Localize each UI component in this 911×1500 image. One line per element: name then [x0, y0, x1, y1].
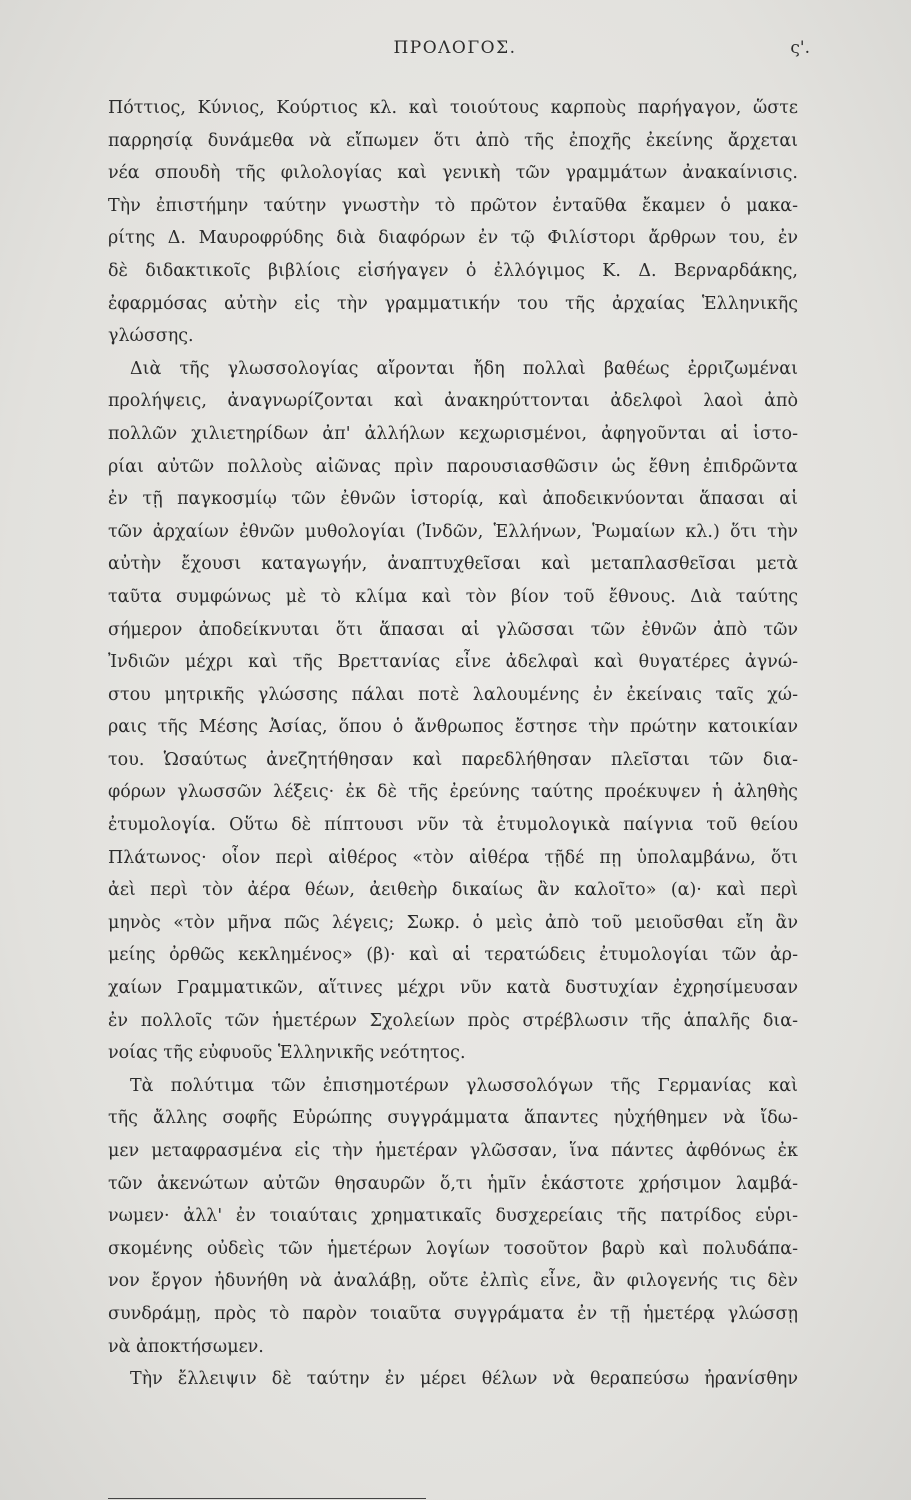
text-line: συνδράμῃ, πρὸς τὸ παρὸν τοιαῦτα συγγράματα ἐν τῇ ἡμετέρᾳ γλώσσῃ: [108, 1303, 798, 1324]
text-line: αὐτὴν ἔχουσι καταγωγήν, ἀναπτυχθεῖσαι καὶ μεταπλασθεῖσαι μετὰ: [108, 554, 798, 575]
text-line: τῆς ἄλλης σοφῆς Εὐρώπης συγγράμματα ἅπαντες ηὐχήθημεν νὰ ἴδω-: [108, 1108, 798, 1129]
text-line: γλώσσης.: [108, 326, 194, 347]
text-line: πολλῶν χιλιετηρίδων ἀπ' ἀλλήλων κεχωρισμένοι, ἀφηγοῦνται αἱ ἱστο-: [108, 423, 798, 444]
page-number: ς'.: [790, 38, 810, 58]
text-line: Πλάτωνος· οἷον περὶ αἰθέρος «τὸν αἰθέρα τῇδέ πῃ ὑπολαμβάνω, ὅτι: [108, 847, 798, 868]
text-line: ταῦτα συμφώνως μὲ τὸ κλίμα καὶ τὸν βίον τοῦ ἔθνους. Διὰ ταύτης: [108, 586, 798, 607]
text-line: σήμερον ἀποδείκνυται ὅτι ἅπασαι αἱ γλῶσσαι τῶν ἐθνῶν ἀπὸ τῶν: [108, 619, 798, 640]
text-line: Πόττιος, Κύνιος, Κούρτιος κλ. καὶ τοιούτους καρποὺς παρήγαγον, ὥστε: [108, 98, 798, 118]
text-line: ἐν τῇ παγκοσμίῳ τῶν ἐθνῶν ἱστορίᾳ, καὶ ἀποδεικνύονται ἅπασαι αἱ: [108, 489, 798, 510]
text-line: ρίτης Δ. Μαυροφρύδης διὰ διαφόρων ἐν τῷ Φιλίστορι ἄρθρων του, ἐν: [108, 228, 798, 249]
text-line: ρίαι αὐτῶν πολλοὺς αἰῶνας πρὶν παρουσιασθῶσιν ὡς ἔθνη ἐπιδρῶντα: [108, 456, 798, 477]
text-line: Τὰ πολύτιμα τῶν ἐπισημοτέρων γλωσσολόγων τῆς Γερμανίας καὶ: [130, 1075, 798, 1096]
text-line: ἐτυμολογία. Οὕτω δὲ πίπτουσι νῦν τὰ ἐτυμολογικὰ παίγνια τοῦ θείου: [108, 815, 798, 836]
text-line: του. Ὡσαύτως ἀνεζητήθησαν καὶ παρεδλήθησαν πλεῖσται τῶν δια-: [108, 749, 798, 770]
footnote-rule: [108, 1498, 426, 1499]
text-line: προλήψεις, ἀναγνωρίζονται καὶ ἀνακηρύττονται ἀδελφοὶ λαοὶ ἀπὸ: [108, 391, 798, 412]
text-line: μηνὸς «τὸν μῆνα πῶς λέγεις; Σωκρ. ὁ μεὶς ἀπὸ τοῦ μειοῦσθαι εἴη ἂν: [108, 912, 798, 933]
text-line: στου μητρικῆς γλώσσης πάλαι ποτὲ λαλουμένης ἐν ἐκείναις ταῖς χώ-: [108, 684, 798, 705]
text-line: νωμεν· ἀλλ' ἐν τοιαύταις χρηματικαῖς δυσχερείαις τῆς πατρίδος εὑρι-: [108, 1206, 798, 1227]
text-line: νέα σπουδὴ τῆς φιλολογίας καὶ γενικὴ τῶν γραμμάτων ἀνακαίνισις.: [108, 163, 798, 184]
text-line: μείης ὀρθῶς κεκλημένος» (β)· καὶ αἱ τερατώδεις ἐτυμολογίαι τῶν ἀρ-: [108, 945, 798, 966]
text-line: Τὴν ἔλλειψιν δὲ ταύτην ἐν μέρει θέλων νὰ θεραπεύσω ἠρανίσθην: [130, 1369, 798, 1390]
text-line: ἐν πολλοῖς τῶν ἡμετέρων Σχολείων πρὸς στρέβλωσιν τῆς ἁπαλῆς δια-: [108, 1010, 798, 1031]
body-text: [108, 92, 798, 1396]
text-line: τῶν ἀκενώτων αὐτῶν θησαυρῶν ὅ,τι ἡμῖν ἑκάστοτε χρήσιμον λαμβά-: [108, 1173, 798, 1194]
text-line: ἐφαρμόσας αὐτὴν εἰς τὴν γραμματικήν του τῆς ἀρχαίας Ἑλληνικῆς: [108, 293, 798, 314]
text-line: Ἰνδιῶν μέχρι καὶ τῆς Βρεττανίας εἶνε ἀδελφαὶ καὶ θυγατέρες ἀγνώ-: [108, 652, 798, 673]
page-header: [110, 38, 810, 68]
text-line: ραις τῆς Μέσης Ἀσίας, ὅπου ὁ ἄνθρωπος ἔστησε τὴν πρώτην κατοικίαν: [108, 717, 798, 738]
running-title: ΠΡΟΛΟΓΟΣ.: [393, 38, 517, 58]
text-line: σκομένης οὐδεὶς τῶν ἡμετέρων λογίων τοσοῦτον βαρὺ καὶ πολυδάπα-: [108, 1238, 798, 1259]
text-line: χαίων Γραμματικῶν, αἵτινες μέχρι νῦν κατὰ δυστυχίαν ἐχρησίμευσαν: [108, 978, 798, 999]
text-line: Τὴν ἐπιστήμην ταύτην γνωστὴν τὸ πρῶτον ἐνταῦθα ἔκαμεν ὁ μακα-: [108, 195, 798, 216]
text-line: νοίας τῆς εὐφυοῦς Ἑλληνικῆς νεότητος.: [108, 1043, 466, 1064]
text-line: νὰ ἀποκτήσωμεν.: [108, 1336, 264, 1357]
text-line: μεν μεταφρασμένα εἰς τὴν ἡμετέραν γλῶσσαν, ἵνα πάντες ἀφθόνως ἐκ: [108, 1141, 798, 1161]
text-line: δὲ διδακτικοῖς βιβλίοις εἰσήγαγεν ὁ ἐλλόγιμος Κ. Δ. Βερναρδάκης,: [108, 260, 798, 281]
text-line: Διὰ τῆς γλωσσολογίας αἴρονται ἤδη πολλαὶ βαθέως ἐρριζωμέναι: [130, 358, 798, 379]
text-line: νον ἔργον ἠδυνήθη νὰ ἀναλάβῃ, οὔτε ἐλπὶς εἶνε, ἂν φιλογενής τις δὲν: [108, 1271, 798, 1292]
text-line: ἀεὶ περὶ τὸν ἀέρα θέων, ἀειθεὴρ δικαίως ἂν καλοῖτο» (α)· καὶ περὶ: [108, 880, 798, 901]
text-line: τῶν ἀρχαίων ἐθνῶν μυθολογίαι (Ἰνδῶν, Ἑλλήνων, Ῥωμαίων κλ.) ὅτι τὴν: [108, 521, 798, 542]
text-line: φόρων γλωσσῶν λέξεις· ἐκ δὲ τῆς ἐρεύνης ταύτης προέκυψεν ἡ ἀληθὴς: [108, 782, 798, 803]
text-line: παρρησίᾳ δυνάμεθα νὰ εἴπωμεν ὅτι ἀπὸ τῆς ἐποχῆς ἐκείνης ἄρχεται: [108, 130, 798, 151]
